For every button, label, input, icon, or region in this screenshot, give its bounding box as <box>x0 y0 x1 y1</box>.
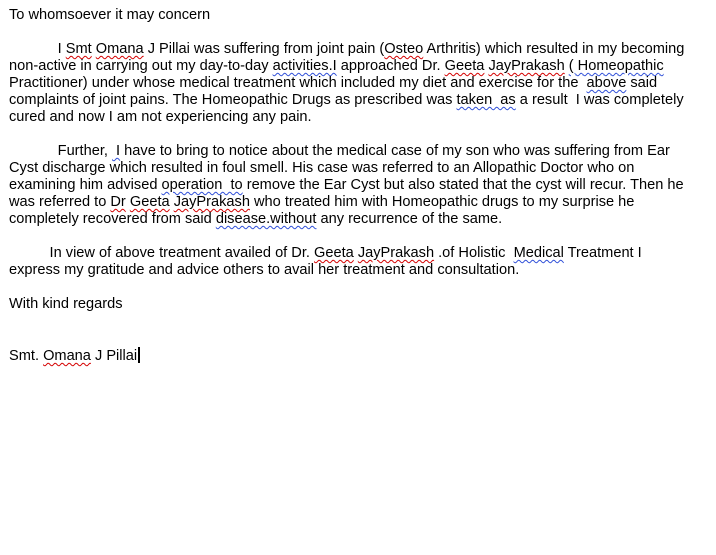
grammar-flagged-text: activities.I <box>272 58 337 74</box>
text-run: a result I was completely <box>515 92 684 108</box>
blank-line <box>9 126 709 143</box>
text-run: complaints of joint pains. The Homeopathic Drugs as prescribed was <box>9 92 457 108</box>
text-line <box>9 92 709 109</box>
text-line <box>9 194 709 211</box>
salutation: To whomsoever it may concern <box>9 7 211 23</box>
text-line <box>9 262 709 279</box>
spelling-flagged-word: JayPrakash <box>357 245 435 261</box>
grammar-flagged-text: I <box>112 143 121 159</box>
paragraph-joint-pain <box>9 41 709 126</box>
text-run: Treatment I <box>563 245 642 261</box>
letter-paragraphs <box>9 41 709 279</box>
blank-line <box>9 313 709 347</box>
spelling-flagged-word: JayPrakash <box>488 58 565 74</box>
text-run: Practitioner) under whose medical treatment which included my diet and exercise for the <box>9 75 587 91</box>
text-line <box>9 109 709 126</box>
spelling-flagged-word: Geeta <box>314 245 354 261</box>
text-line <box>9 211 709 228</box>
grammar-flagged-text: Medical <box>513 245 564 261</box>
blank-line <box>9 24 709 41</box>
text-run: approached Dr. <box>336 58 445 74</box>
spelling-flagged-word: Geeta <box>444 58 485 74</box>
text-run: who treated him with Homeopathic drugs to my surprise he <box>249 194 635 210</box>
text-line <box>9 177 709 194</box>
paragraph-gratitude <box>9 245 709 279</box>
paragraph-ear-cyst <box>9 143 709 228</box>
text-run: Smt. <box>9 348 44 364</box>
text-run: Further, <box>9 143 112 159</box>
text-run: cured and now I am not experiencing any pain. <box>9 109 312 125</box>
text-line <box>9 143 709 160</box>
grammar-flagged-text: taken as <box>456 92 516 108</box>
text-line <box>9 245 709 262</box>
blank-line <box>9 279 709 296</box>
text-line <box>9 41 709 58</box>
text-run: remove the Ear Cyst but also stated that the cyst will recur. Then he <box>242 177 684 193</box>
text-run: I <box>9 41 66 57</box>
text-line <box>9 160 709 177</box>
grammar-flagged-text: operation to <box>161 177 243 193</box>
text-line <box>9 75 709 92</box>
text-run: In view of above treatment availed of Dr. <box>9 245 314 261</box>
text-run: Arthritis) which resulted in my becoming <box>423 41 685 57</box>
text-run: any recurrence of the same. <box>316 211 503 227</box>
grammar-flagged-text: ( Homeopathic <box>568 58 664 74</box>
text-cursor <box>138 347 140 363</box>
text-run: .of Holistic <box>434 245 514 261</box>
text-run: said <box>626 75 658 91</box>
text-run: J Pillai <box>90 348 138 364</box>
grammar-flagged-text: disease.without <box>215 211 317 227</box>
text-run: examining him advised <box>9 177 162 193</box>
spelling-flagged-word: Geeta <box>129 194 170 210</box>
spelling-flagged-word: JayPrakash <box>173 194 250 210</box>
spelling-flagged-word: Osteo <box>384 41 424 57</box>
spelling-flagged-word: Omana <box>43 348 91 364</box>
blank-line <box>9 228 709 245</box>
spelling-flagged-word: Smt <box>65 41 92 57</box>
grammar-flagged-text: above <box>586 75 627 91</box>
text-run: was referred to <box>9 194 111 210</box>
text-run: Cyst discharge which resulted in foul smell. His case was referred to an Allopathic Doctor who on <box>9 160 635 176</box>
closing: With kind regards <box>9 296 123 312</box>
text-run: non-active in carrying out my day-to-day <box>9 58 273 74</box>
text-run: express my gratitude and advice others to avail her treatment and consultation. <box>9 262 520 278</box>
text-run: have to bring to notice about the medical case of my son who was suffering from Ear <box>120 143 670 159</box>
spelling-flagged-word: Dr <box>110 194 126 210</box>
text-run: completely recovered from said <box>9 211 216 227</box>
text-line <box>9 58 709 75</box>
spelling-flagged-word: Omana <box>95 41 144 57</box>
document-body[interactable] <box>9 7 709 364</box>
text-run: J Pillai was suffering from joint pain ( <box>143 41 385 57</box>
signature <box>9 347 709 364</box>
